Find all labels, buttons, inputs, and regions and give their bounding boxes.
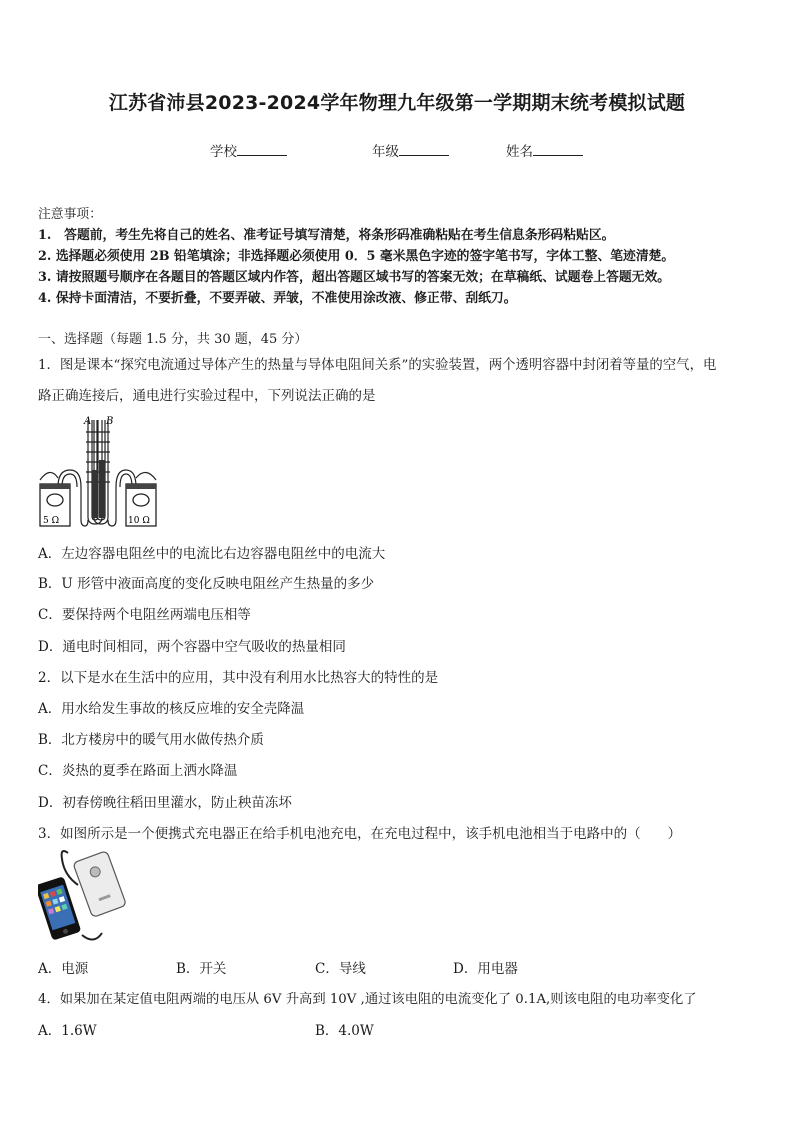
- q1-stem-cont: 路正确连接后，通电进行实验过程中，下列说法正确的是: [38, 388, 376, 404]
- right-resistor-label: 10 Ω: [128, 516, 150, 526]
- notice-item: 1. 答题前，考生先将自己的姓名、准考证号填写清楚，将条形码准确粘贴在考生信息条形码粘贴区。: [38, 228, 615, 243]
- grade-blank[interactable]: [399, 141, 449, 156]
- q2-option-d[interactable]: D．初春傍晚往稻田里灌水，防止秧苗冻坏: [38, 795, 292, 811]
- left-resistor-label: 5 Ω: [43, 516, 60, 526]
- notice-item: 4. 保持卡面清洁，不要折叠，不要弄破、弄皱，不准使用涂改液、修正带、刮纸刀。: [38, 291, 517, 306]
- q1-option-c[interactable]: C．要保持两个电阻丝两端电压相等: [38, 607, 251, 623]
- name-blank[interactable]: [533, 141, 583, 156]
- q3-option-a[interactable]: A．电源: [38, 961, 89, 977]
- q3-stem: 3．如图所示是一个便携式充电器正在给手机电池充电，在充电过程中，该手机电池相当于电路中的（ ）: [38, 826, 682, 842]
- school-label: 学校: [210, 144, 237, 160]
- q3-option-c[interactable]: C．导线: [315, 961, 366, 977]
- q2-option-c[interactable]: C．炎热的夏季在路面上洒水降温: [38, 763, 238, 779]
- q2-stem: 2．以下是水在生活中的应用，其中没有利用水比热容大的特性的是: [38, 670, 439, 686]
- page-title: 江苏省沛县2023-2024学年物理九年级第一学期期末统考模拟试题: [108, 92, 686, 114]
- section-heading: 一、选择题（每题 1.5 分，共 30 题，45 分）: [38, 332, 308, 347]
- q1-stem: 1．图是课本“探究电流通过导体产生的热量与导体电阻间关系”的实验装置，两个透明容器中封闭着等量的空气，电: [38, 358, 717, 373]
- q1-apparatus-figure: [36, 412, 160, 530]
- q1-option-d[interactable]: D．通电时间相同，两个容器中空气吸收的热量相同: [38, 639, 346, 655]
- grade-label: 年级: [372, 144, 399, 160]
- q4-stem: 4．如果加在某定值电阻两端的电压从 6V 升高到 10V ,通过该电阻的电流变化了 0.1A,则该电阻的电功率变化了: [38, 992, 697, 1007]
- school-blank[interactable]: [237, 141, 287, 156]
- label-b: B: [106, 416, 114, 427]
- q2-option-a[interactable]: A．用水给发生事故的核反应堆的安全壳降温: [38, 701, 305, 717]
- name-field: [506, 140, 583, 160]
- name-label: 姓名: [506, 144, 533, 160]
- notice-item: 3. 请按照题号顺序在各题目的答题区域内作答，超出答题区域书写的答案无效；在草稿纸、试题卷上答题无效。: [38, 270, 671, 285]
- notice-item: 2. 选择题必须使用 2B 铅笔填涂；非选择题必须使用 0．5 毫米黑色字迹的签字笔书写，字体工整、笔迹清楚。: [38, 249, 675, 264]
- q2-option-b[interactable]: B．北方楼房中的暖气用水做传热介质: [38, 732, 264, 748]
- q4-option-a[interactable]: A．1.6W: [38, 1023, 97, 1039]
- school-field: [210, 140, 287, 160]
- q1-option-b[interactable]: B．U 形管中液面高度的变化反映电阻丝产生热量的多少: [38, 576, 375, 592]
- q3-option-d[interactable]: D．用电器: [453, 961, 518, 977]
- notice-heading: 注意事项：: [38, 207, 102, 222]
- q4-option-b[interactable]: B．4.0W: [315, 1023, 374, 1039]
- q3-option-b[interactable]: B．开关: [176, 961, 227, 977]
- grade-field: [372, 140, 449, 160]
- label-a: A: [84, 416, 92, 427]
- q1-option-a[interactable]: A．左边容器电阻丝中的电流比右边容器电阻丝中的电流大: [38, 546, 386, 562]
- q3-charger-figure: [38, 845, 130, 947]
